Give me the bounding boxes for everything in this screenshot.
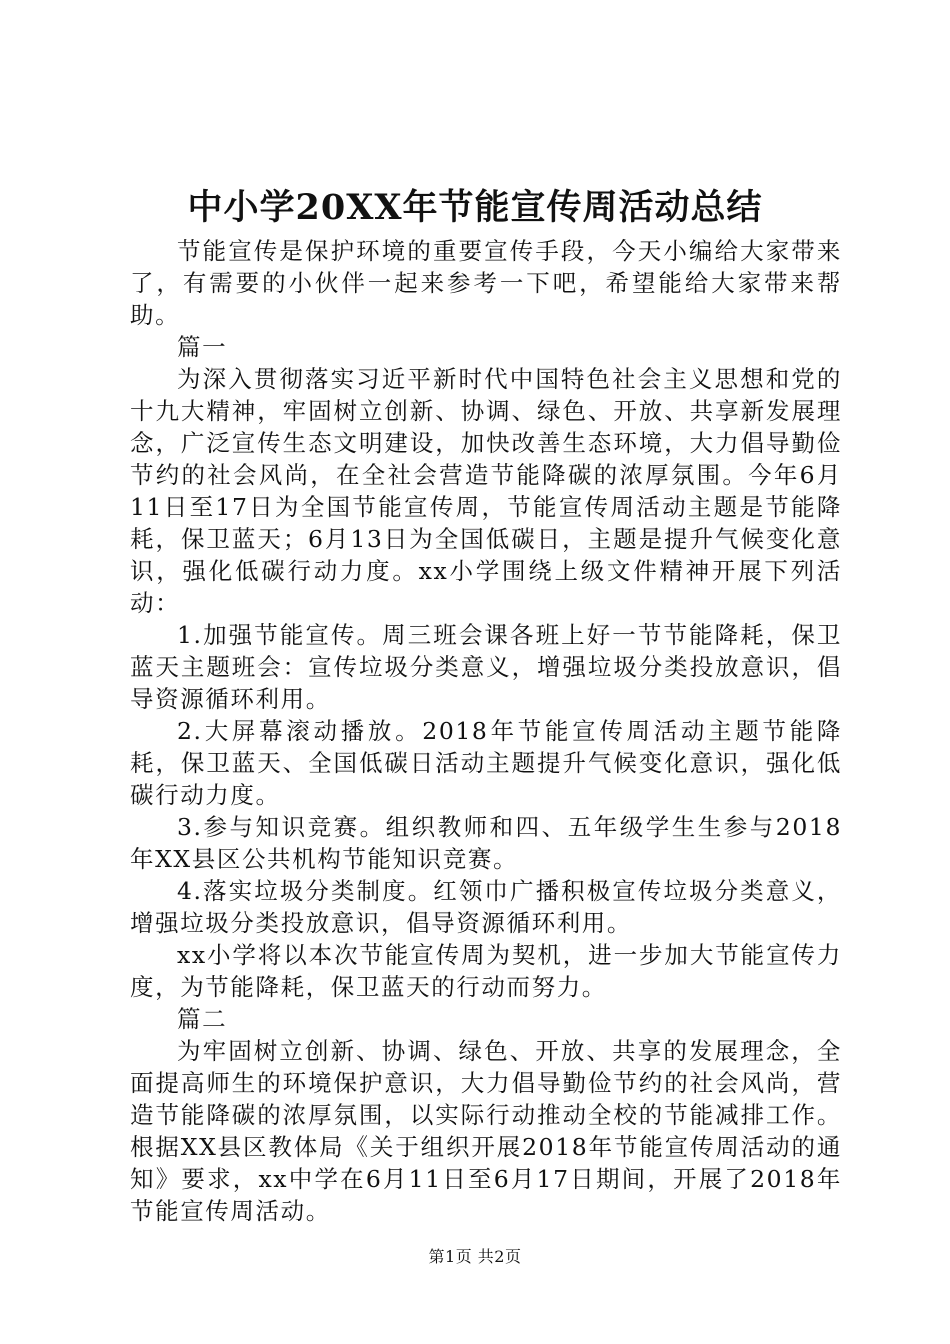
- list-item: 3.参与知识竞赛。组织教师和四、五年级学生生参与2018年XX县区公共机构节能知识竞赛。: [130, 813, 842, 873]
- paragraph: xx小学将以本次节能宣传周为契机，进一步加大节能宣传力度，为节能降耗，保卫蓝天的行动而努力。: [130, 941, 842, 1001]
- paragraph: 为牢固树立创新、协调、绿色、开放、共享的发展理念，全面提高师生的环境保护意识，大力倡导勤俭节约的社会风尚，营造节能降碳的浓厚氛围，以实际行动推动全校的节能减排工作。根据XX县区教体局《关于组织开展2018年节能宣传周活动的通知》要求，xx中学在6月11日至6月17日期间，开展了2018年节能宣传周活动。: [130, 1037, 842, 1225]
- document-title: 中小学20XX年节能宣传周活动总结: [187, 187, 763, 228]
- section-heading-2: 篇二: [177, 1005, 228, 1033]
- list-item: 2.大屏幕滚动播放。2018年节能宣传周活动主题节能降耗，保卫蓝天、全国低碳日活动主题提升气候变化意识，强化低碳行动力度。: [130, 717, 842, 809]
- page-number: 第1页 共2页: [428, 1247, 522, 1266]
- paragraph-intro: 节能宣传是保护环境的重要宣传手段，今天小编给大家带来了，有需要的小伙伴一起来参考一下吧，希望能给大家带来帮助。: [130, 237, 842, 329]
- list-item: 1.加强节能宣传。周三班会课各班上好一节节能降耗，保卫蓝天主题班会：宣传垃圾分类意义，增强垃圾分类投放意识，倡导资源循环利用。: [130, 621, 842, 713]
- document-body: [130, 235, 842, 1227]
- section-heading-1: 篇一: [177, 333, 228, 361]
- list-item: 4.落实垃圾分类制度。红领巾广播积极宣传垃圾分类意义，增强垃圾分类投放意识，倡导资源循环利用。: [130, 877, 842, 937]
- paragraph: 为深入贯彻落实习近平新时代中国特色社会主义思想和党的十九大精神，牢固树立创新、协调、绿色、开放、共享新发展理念，广泛宣传生态文明建设，加快改善生态环境，大力倡导勤俭节约的社会风尚，在全社会营造节能降碳的浓厚氛围。今年6月11日至17日为全国节能宣传周，节能宣传周活动主题是节能降耗，保卫蓝天；6月13日为全国低碳日，主题是提升气候变化意识，强化低碳行动力度。xx小学围绕上级文件精神开展下列活动：: [130, 365, 842, 617]
